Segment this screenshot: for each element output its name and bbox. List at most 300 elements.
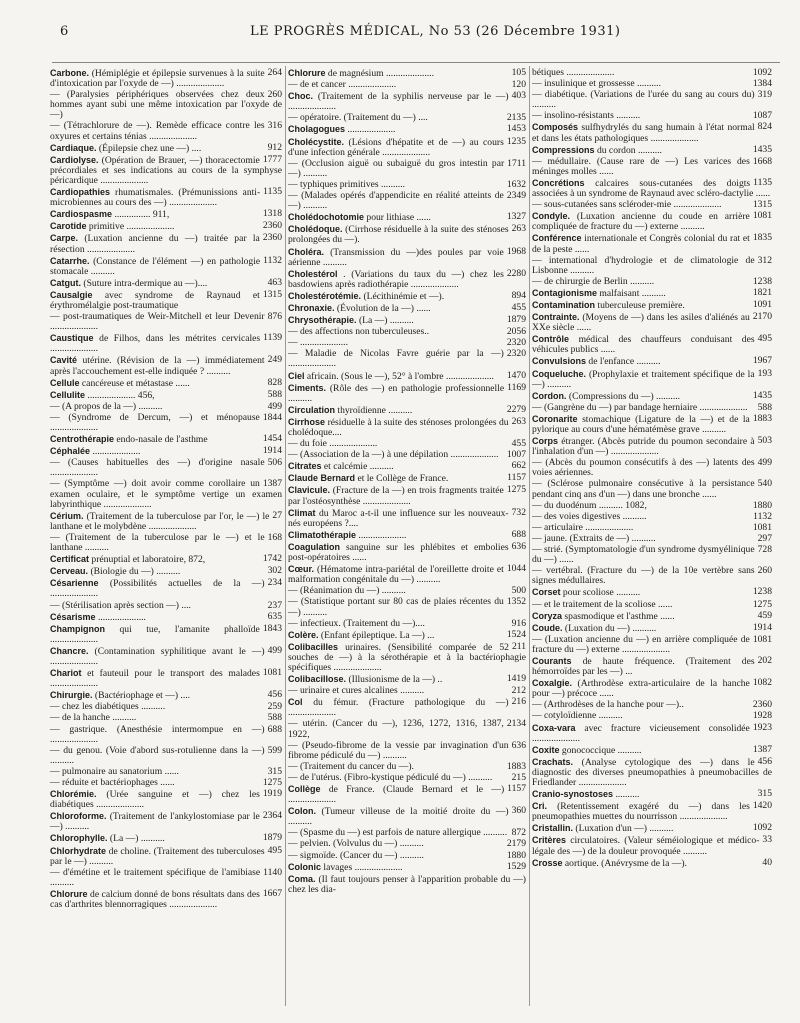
page-reference: 215 [511,771,526,783]
page-reference: 202 [757,654,772,666]
entry-headword: Colibacillose. [288,674,347,685]
page-reference: 1092 [752,822,772,834]
entry-text: (Épilepsie chez une —) .... [98,142,202,154]
index-entry [50,390,282,401]
entry-text: africain. (Sous le —), 52° à l'ombre .................... [306,370,494,382]
page-reference: 2279 [506,403,526,415]
index-entry [288,405,526,416]
column-divider [285,66,286,1006]
entry-text: .................... [92,446,141,458]
entry-text: .................... [347,124,396,136]
page-reference: 33 [762,834,772,846]
page-reference: 728 [757,544,772,556]
page-number: 6 [60,24,69,39]
index-entry [50,833,282,844]
entry-text: (Transmission du —)des poules par voie aérienne .......... [288,246,504,268]
page-reference: 912 [267,141,282,153]
index-entry [288,91,526,112]
entry-headword: Champignon [50,623,105,634]
page-reference: 1454 [262,433,282,445]
page-reference: 876 [267,311,282,323]
index-entry [50,668,282,689]
index-entry [532,723,772,744]
index-entry [532,656,772,677]
entry-text: — médullaire. (Cause rare de —) Les varices des méninges molles ...... [532,155,750,177]
entry-headword: Critères [532,835,567,846]
index-entry [288,224,526,245]
page-reference: 1135 [263,186,282,198]
entry-text: — (Syndrome de Dercum, —) et ménopause .................... [50,411,260,433]
entry-headword: Cholédoque. [288,224,343,235]
page-reference: 636 [511,540,526,552]
index-entry [288,642,526,673]
index-entry [50,355,282,376]
index-entry [50,725,282,745]
index-entry [50,278,282,289]
entry-text: pour lithiase ...... [366,212,431,224]
page-reference: 599 [267,744,282,756]
index-column-1 [50,68,282,911]
entry-headword: Chrysothérapie. [288,315,357,326]
index-entry [50,233,282,254]
entry-headword: Cri. [532,801,548,812]
entry-text: médical des chauffeurs conduisant des véhicules publics ...... [532,334,755,356]
page-reference: 234 [267,577,282,589]
page-reference: 506 [267,457,282,469]
page-reference: 499 [267,400,282,412]
page-reference: 500 [511,585,526,597]
entry-text: — du duodénum .......... 1082, [532,499,647,511]
entry-text: — des affections non tuberculeuses.. [288,326,430,338]
page-reference: 1923 [752,721,772,733]
entry-headword: Chlorure [50,888,88,899]
page-reference: 1879 [506,314,526,326]
page-reference: 1880 [506,849,526,861]
index-entry [50,702,282,712]
page-reference: 1238 [752,275,772,287]
entry-text: — de chirurgie de Berlin .......... [532,275,655,287]
page-reference: 1777 [262,153,282,165]
index-entry [50,566,282,577]
page-reference: 1880 [752,499,772,511]
index-entry [532,635,772,655]
index-entry [532,312,772,333]
page-reference: 1667 [262,887,282,899]
entry-headword: Cholestérotémie. [288,290,362,301]
index-entry [50,746,282,766]
entry-text: (Constance de l'élément —) en pathologie stomacale .......... [50,255,261,277]
index-entry [532,157,772,177]
index-entry [288,383,526,404]
entry-text: — typhiques primitives .......... [288,178,405,190]
index-entry [288,828,526,838]
index-entry [288,137,526,158]
entry-headword: Contagionisme [532,287,598,298]
entry-text: (Hémiplégie et épilepsie survenues à la suite d'intoxication par l'oxyde de —) .................... [50,68,265,90]
entry-text: étranger. (Abcès putride du poumon secondaire à l'inhalation d'un —) .................... [532,436,755,458]
entry-text: — pulmonaire au sanatorium ...... [50,765,179,777]
page-reference: 1044 [506,563,526,575]
index-entry [50,155,282,186]
index-entry [288,159,526,179]
entry-headword: Collège [288,784,321,794]
index-entry [532,534,772,544]
entry-text: bétiques .................... [532,67,615,78]
entry-text: — (Abcès du poumon consécutifs à des —) latents des voies aériennes. [532,457,755,479]
page-reference: 588 [267,388,282,400]
index-entry [532,523,772,533]
entry-headword: Circulation [288,404,336,415]
page-reference: 872 [511,827,526,839]
page-reference: 2320 [506,348,526,360]
entry-text: — vertébral. (Fracture du —) de la 10e vertèbre sans signes médullaires. [532,565,755,587]
page-reference: 1235 [506,135,526,147]
page-reference: 1968 [506,245,526,257]
page-reference: 1132 [753,510,772,522]
entry-text: sanguine sur les phlébites et embolies post-opératoires ...... [288,541,509,564]
entry-text: — chez les diabétiques .......... [50,701,166,713]
index-entry [532,479,772,499]
entry-headword: Col [288,697,303,708]
entry-text: (La —) .......... [358,315,414,327]
entry-text: de France. (Claude Bernard et le —) .................... [288,784,505,806]
entry-headword: Chariot [50,668,82,679]
index-entry [50,68,282,89]
index-entry [50,767,282,777]
index-entry [532,300,772,311]
index-entry [288,874,526,895]
page-reference: 456 [267,689,282,701]
index-entry [532,566,772,586]
page-reference: 1139 [263,332,282,344]
entry-text: et calcémie .......... [323,461,394,473]
entry-headword: Chlorure [288,68,326,78]
index-entry [532,611,772,622]
entry-text: du Maroc a-t-il une influence sur les nouveaux-nés européens ?.... [288,507,509,529]
page-reference: 499 [267,644,282,656]
entry-headword: Centrothérapie [50,434,115,445]
entry-text: prénuptial et laboratoire, 872, [91,554,206,566]
page-reference: 1844 [262,411,282,423]
entry-text: rhumatismales. (Prémunissions anti-microbiennes au cours des —) .................... [50,187,261,209]
page-reference: 635 [267,610,282,622]
entry-headword: Chronaxie. [288,302,335,313]
entry-headword: Cholédochotomie [288,212,364,223]
index-entry [50,413,282,433]
index-entry [532,277,772,287]
entry-headword: Carotide [50,221,87,232]
entry-text: (Compressions du —) .......... [568,390,681,402]
index-entry [50,778,282,788]
page-reference: 259 [267,701,282,713]
entry-headword: Catgut. [50,277,81,288]
entry-headword: Cholagogues [288,124,346,135]
entry-text: stomachique (Ligature de la —) et de la pylorique au cours d'une hématémèse grave .......... [532,413,750,435]
entry-text: (La —) .......... [109,833,165,845]
page-reference: 662 [511,460,526,472]
index-entry [532,145,772,156]
entry-text: — (Symptôme —) doit avoir comme corollaire un examen oculaire, et le symptôme vertige un examen labyrinthique .................... [50,478,282,510]
entry-text: et le Collège de France. [357,473,449,485]
page-reference: 1453 [506,123,526,135]
page-reference: 1275 [752,598,772,610]
entry-text: (Illusionisme de la —) .. [348,674,443,686]
entry-text: — (Statistique portant sur 80 cas de plaies récentes du —) .......... [288,596,504,618]
entry-text: tuberculeuse première. [597,299,685,311]
entry-text: (Opération de Brauer, —) thoracectomie précordiales et ses indications au cours de la symphyse péricardique .................... [50,154,282,186]
entry-text: — (Tétrachlorure de —). Remède efficace contre les oxyures et certains ténias .................... [50,120,265,142]
index-entry [50,868,282,888]
index-entry [532,587,772,598]
entry-text: et fauteuil pour le transport des malades .................... [50,668,260,690]
entry-text: de calcium donné de bons résultats dans des cas d'arthrites blennorragiques .................... [50,888,260,911]
entry-headword: Cordon. [532,390,567,401]
entry-text: internationale et Congrès colonial du rat et de la peste ...... [532,233,750,255]
index-entry [288,784,526,805]
index-entry [50,434,282,445]
entry-text: — (Luxation ancienne du —) en arrière compliquée de fracture du —) externe .................... [532,633,750,655]
page-reference: 1132 [263,254,282,266]
page-reference: 495 [267,844,282,856]
entry-headword: Colère. [288,629,319,640]
entry-text: — post-traumatiques de Weir-Mitchell et leur Devenir .................... [50,311,265,333]
entry-headword: Chancre. [50,645,89,656]
page-reference: 1082 [752,677,772,689]
entry-text: (Tumeur villeuse de la moitié droite du —) .......... [288,806,509,828]
entry-text: — utérin. (Cancer du —), 1236, 1272, 1316, 1387, 1922, [288,718,504,740]
index-entry [50,846,282,867]
index-entry [288,327,526,337]
index-entry [532,391,772,402]
page-reference: 499 [757,457,772,469]
entry-headword: Cellule [50,377,80,388]
entry-text: (Traitement de la syphilis nerveuse par le —) .................... [288,91,509,113]
entry-text: lavages .................... [323,861,403,873]
index-column-3 [532,68,772,870]
index-entry [288,630,526,641]
index-entry [288,741,526,761]
entry-text: — (Sclérose pulmonaire consécutive à la persistance pendant cinq ans d'un —) dans une bronche ...... [532,478,755,500]
page-reference: 1140 [263,866,282,878]
page-reference: 211 [511,640,526,652]
entry-headword: Colonic [288,861,321,872]
entry-headword: Convulsions [532,356,587,367]
entry-text: (Lécithinémie et —). [363,290,445,302]
page-reference: 1157 [507,783,526,794]
entry-text: urinaires. (Sensibilité comparée de 52 souches de —) à la sérothérapie et à la bactériophagie spécifiques .................... [288,641,526,673]
entry-headword: Contrainte. [532,312,580,323]
entry-text: (Il faut toujours penser à l'apparition probable du —) chez les dia- [288,873,526,895]
index-entry [50,511,282,532]
page-reference: 263 [511,223,526,235]
page-reference: 588 [267,712,282,724]
index-entry [50,690,282,701]
page-reference: 1632 [506,178,526,190]
entry-text: sulfhydrylés du sang humain à l'état normal et dans les états pathologiques .................... [532,122,755,144]
entry-text: .................... 456, [87,389,155,401]
index-entry [288,773,526,783]
index-entry [532,789,772,800]
entry-text: (Cirrhose résiduelle à la suite des sténoses prolongées du —). [288,224,509,246]
index-entry [288,530,526,541]
entry-text: résiduelle à la suite des sténoses prolongées du cholédoque.... [288,416,509,438]
entry-headword: Condyle. [532,211,571,222]
index-entry [288,862,526,873]
page-reference: 319 [757,89,772,101]
entry-text: — sous-cutanées sans scléroder-mie .................... [532,199,722,211]
entry-headword: Certificat [50,554,90,565]
page-reference: 463 [267,276,282,288]
page-reference: 636 [511,739,526,751]
entry-headword: Choléra. [288,246,325,257]
entry-text: — du foie .................... [288,438,378,450]
entry-text: pour scoliose .......... [562,587,641,599]
entry-headword: Cardiaque. [50,142,97,153]
page-reference: 1091 [752,298,772,310]
entry-text: du cordon .......... [596,144,662,156]
entry-headword: Chlorhydrate [50,845,107,856]
index-entry [288,674,526,685]
page-reference: 237 [267,599,282,611]
entry-text: avec syndrome de Raynaud et érythromélalgie post-traumatique [50,289,260,311]
entry-text: du fémur. (Fracture pathologique du —) .................... [288,697,509,719]
page-reference: 1967 [752,355,772,367]
page-reference: 193 [757,367,772,379]
entry-text: (Arthrodèse extra-articulaire de la hanche pour —) précoce ...... [532,678,750,700]
index-entry [50,333,282,354]
page-reference: 1435 [752,389,772,401]
page-reference: 1420 [752,800,772,812]
entry-headword: Cirrhose [288,416,326,427]
index-entry [50,889,282,910]
page-reference: 824 [757,121,772,133]
page-reference: 1470 [506,369,526,381]
entry-text: — jaune. (Extraits de —) .......... [532,532,656,544]
page-reference: 1435 [752,143,772,155]
page-reference: 459 [757,609,772,621]
page-reference: 1524 [506,628,526,640]
entry-text: — diabétique. (Variations de l'urée du sang au cours du) .......... [532,89,755,111]
page-reference: 1315 [262,288,282,300]
index-entry [50,713,282,723]
entry-text: — sigmoïde. (Cancer du —) .......... [288,849,424,861]
index-entry [532,700,772,710]
page-reference: 828 [267,376,282,388]
page-reference: 1843 [262,622,282,634]
entry-text: (Biologie du —) .......... [90,566,181,578]
entry-headword: Cœur. [288,564,314,575]
entry-text: — des voies digestives .......... [532,510,647,522]
page-reference: 1387 [752,743,772,755]
entry-text: (Moyens de —) dans les asiles d'aliénés au XXe siècle ...... [532,312,750,334]
entry-headword: Céphalée [50,446,91,457]
entry-text: — international d'hydrologie et de climatologie de Lisbonne .......... [532,254,755,276]
entry-text: — du genou. (Voie d'abord sus-rotulienne dans la —) .......... [50,744,265,766]
page-reference: 316 [267,120,282,132]
index-entry [288,191,526,211]
entry-text: — (Gangrène du —) par bandage herniaire .................... [532,401,748,413]
index-entry [532,233,772,254]
entry-text: — de et cancer .................... [288,79,397,91]
entry-text: — (Malades opérés d'appendicite en réalité atteints de —) .......... [288,190,504,212]
index-entry [532,745,772,756]
entry-text: cancéreuse et métastase ...... [81,377,190,389]
entry-text: — cotyloïdienne .......... [532,710,623,722]
index-entry [50,187,282,208]
page-reference: 2056 [506,326,526,338]
entry-headword: Coqueluche. [532,368,587,379]
entry-text: endo-nasale de l'asthme [116,434,208,446]
entry-headword: Chlorophylle. [50,833,108,844]
page-reference: 1529 [506,860,526,872]
index-entry [50,612,282,623]
entry-text: . (Variations du taux du —) chez les basdowiens après radiothérapie .................... [288,268,504,290]
index-entry [50,402,282,412]
entry-headword: Cardiopathies [50,187,111,198]
page-reference: 1092 [752,67,772,78]
page-reference: 1711 [507,157,526,169]
page-reference: 1007 [506,449,526,461]
index-entry [532,623,772,634]
page-reference: 916 [511,617,526,629]
page-reference: 503 [757,435,772,447]
entry-headword: Colibacilles [288,641,339,652]
index-entry [532,90,772,110]
entry-text: (Retentissement exagéré du —) dans les pneumopathies muettes du nourrisson .................... [532,801,750,823]
entry-headword: Coronarite [532,413,578,424]
index-entry [532,79,772,89]
entry-text: .................... [97,611,146,623]
entry-headword: Catarrhe. [50,255,90,266]
index-entry [532,68,772,78]
entry-text: de Filhos, dans les métrites cervicales .................... [50,333,261,355]
index-entry [50,601,282,611]
index-entry [532,369,772,390]
page-reference: 403 [511,90,526,102]
entry-text: — infectieux. (Traitement du —).... [288,617,425,629]
entry-headword: Cholestérol [288,268,338,279]
page-reference: 1879 [262,832,282,844]
index-entry [532,256,772,276]
entry-text: (Analyse cytologique des —) dans le diagnostic des diverses pneumopathies à pneumobacilles de Friedlander .................... [532,756,772,788]
entry-headword: Coxite [532,744,560,755]
index-entry [50,221,282,232]
page-reference: 1275 [506,484,526,496]
page-header [60,24,768,42]
index-entry [50,789,282,810]
journal-title: LE PROGRÈS MÉDICAL, No 53 (26 Décembre 1931) [250,24,621,39]
index-entry [50,533,282,553]
entry-headword: Chlorémie. [50,789,97,800]
page-reference: 1668 [752,155,772,167]
index-entry [288,473,526,484]
page-reference: 315 [267,765,282,777]
index-entry [288,508,526,529]
index-entry [288,124,526,135]
page-reference: 1883 [506,760,526,772]
entry-text: — de l'utérus. (Fibro-kystique pédiculé du —) .......... [288,771,493,783]
entry-text: — (Arthrodèses de la hanche pour —).. [532,699,684,711]
page-reference: 1742 [262,553,282,565]
page-reference: 315 [757,788,772,800]
entry-text: — insulinique et grossesse .......... [532,78,661,90]
entry-headword: Cristallin. [532,823,574,834]
entry-headword: Cranio-synostoses [532,789,614,800]
page-reference: 1387 [262,478,282,490]
page-reference: 297 [757,532,772,544]
index-entry [288,80,526,90]
entry-text: de l'enfance .......... [588,356,661,368]
